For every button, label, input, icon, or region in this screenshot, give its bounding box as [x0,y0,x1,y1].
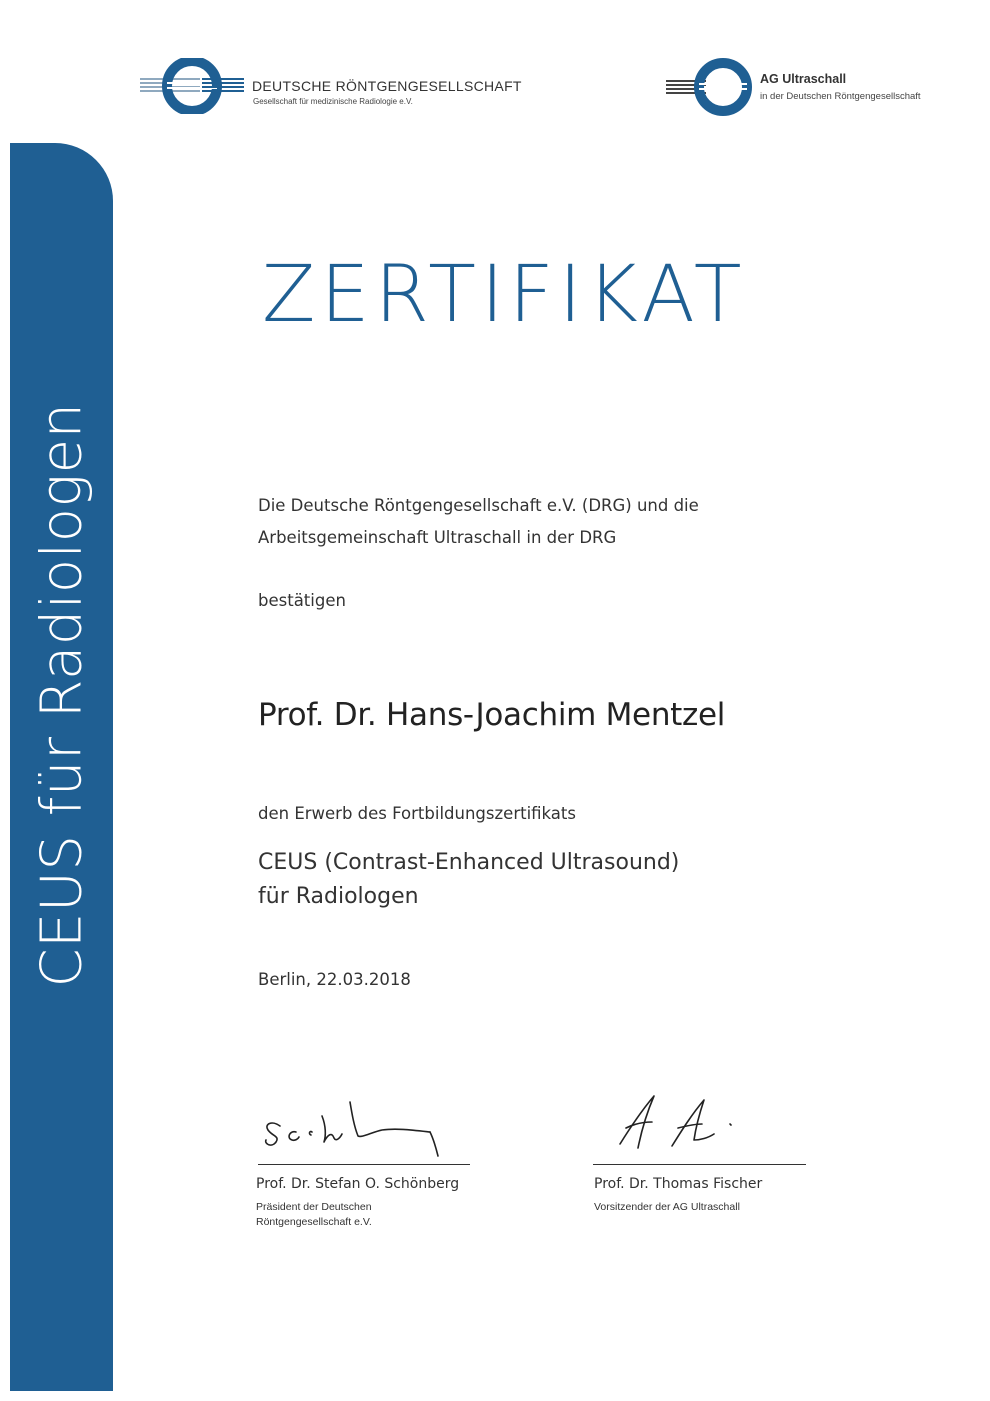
ag-name: AG Ultraschall [760,72,847,86]
certificate-name-line-1: CEUS (Contrast-Enhanced Ultrasound) [258,850,680,875]
drg-subtitle: Gesellschaft für medizinische Radiologie e.V. [253,97,413,106]
intro-line-2: Arbeitsgemeinschaft Ultraschall in der DRG [258,528,617,547]
ag-subtitle: in der Deutschen Röntgengesellschaft [760,91,921,102]
signatory-role-2-line-1: Vorsitzender der AG Ultraschall [594,1201,740,1213]
drg-logo-icon [140,58,248,114]
confirm-text: bestätigen [258,591,346,610]
signature-line-1 [258,1164,470,1165]
acquisition-text: den Erwerb des Fortbildungszertifikats [258,804,576,823]
signatory-role-1 [256,1200,372,1230]
sidebar-vertical-title: CEUS für Radiologen [29,402,94,988]
signatory-role-1-line-2: Röntgengesellschaft e.V. [256,1216,372,1228]
signatory-name-2: Prof. Dr. Thomas Fischer [594,1176,763,1192]
recipient-name: Prof. Dr. Hans-Joachim Mentzel [258,697,726,733]
signatory-role-1-line-1: Präsident der Deutschen [256,1201,372,1213]
certificate-name-line-2: für Radiologen [258,884,419,909]
place-date: Berlin, 22.03.2018 [258,970,411,989]
sidebar-band [10,143,113,1391]
certificate-title: ZERTIFIKAT [262,250,747,340]
signature-line-2 [593,1164,806,1165]
intro-line-1: Die Deutsche Röntgengesellschaft e.V. (DRG) und die [258,496,699,515]
signatory-role-2 [594,1200,740,1215]
signatory-name-1: Prof. Dr. Stefan O. Schönberg [256,1176,460,1192]
signature-schoenberg [262,1090,452,1160]
signature-fischer [612,1088,752,1158]
ag-ultraschall-logo-icon [666,58,756,116]
drg-name: DEUTSCHE RÖNTGENGESELLSCHAFT [252,78,522,94]
